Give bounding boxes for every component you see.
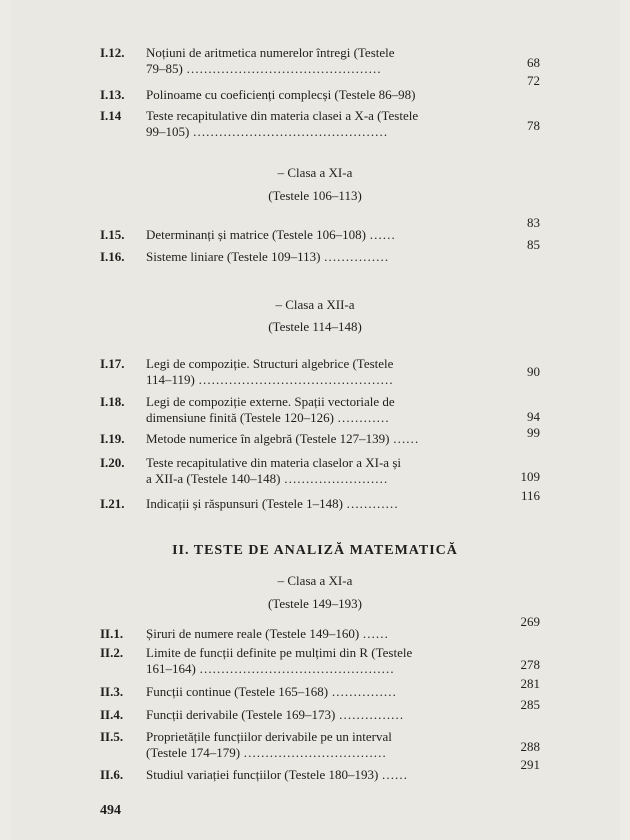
toc-number: I.15. xyxy=(100,227,125,242)
toc-entry xyxy=(100,676,540,702)
toc-page: 288 xyxy=(520,739,540,754)
toc-text-line2: 114–119) ……………………………………… xyxy=(146,372,394,387)
tests-range: (Testele 114–148) xyxy=(268,319,362,334)
toc-page: 109 xyxy=(520,469,540,484)
toc-entry xyxy=(100,394,540,428)
toc-entry xyxy=(100,425,540,449)
toc-text-line1: Legi de compoziție. Structuri algebrice (Testele xyxy=(146,356,394,371)
toc-text-line1: Noțiuni de aritmetica numerelor întregi (Testele xyxy=(146,45,395,60)
toc-text-line1: Limite de funcții definite pe mulțimi din R (Testele xyxy=(146,645,413,660)
toc-text-line1: Sisteme liniare (Testele 109–113) …………… xyxy=(146,249,389,264)
toc-number: I.19. xyxy=(100,431,125,446)
toc-number: II.5. xyxy=(100,729,124,744)
toc-number: I.20. xyxy=(100,455,125,470)
toc-text-line1: Indicații și răspunsuri (Testele 1–148) ………… xyxy=(146,496,399,511)
toc-text-line1: Teste recapitulative din materia claselor a XI-a și xyxy=(146,455,401,470)
toc-entry xyxy=(100,488,540,514)
toc-text-line1: Polinoame cu coeficienți complecși (Testele 86–98) xyxy=(146,87,416,102)
toc-number: I.16. xyxy=(100,249,125,264)
class-heading: – Clasa a XII-a xyxy=(275,297,355,312)
tests-range: (Testele 149–193) xyxy=(267,596,363,611)
toc-page: 99 xyxy=(527,425,540,440)
toc-text-line1: Legi de compoziție externe. Spații vectoriale de xyxy=(146,394,395,409)
tests-range: (Testele 106–113) xyxy=(268,188,362,203)
toc-text-line2: a XII-a (Testele 140–148) …………………… xyxy=(146,471,388,486)
toc-number: II.4. xyxy=(100,707,124,722)
toc-number: II.6. xyxy=(100,767,124,782)
toc-number: I.14 xyxy=(100,108,122,123)
toc-text-line1: Proprietățile funcțiilor derivabile pe un interval xyxy=(146,729,392,744)
toc-entry xyxy=(100,729,540,763)
toc-entry xyxy=(100,73,540,105)
toc-entry xyxy=(100,215,540,245)
toc-entry xyxy=(100,645,540,679)
toc-entry xyxy=(100,757,540,785)
toc-number: I.13. xyxy=(100,87,125,102)
toc-entry xyxy=(100,614,540,644)
toc-page: 116 xyxy=(520,488,540,503)
toc-number: I.17. xyxy=(100,356,125,371)
toc-number: I.12. xyxy=(100,45,125,60)
toc-page: 269 xyxy=(520,614,540,629)
toc-text-line1: Determinanți și matrice (Testele 106–108) …… xyxy=(146,227,396,242)
toc-number: II.2. xyxy=(100,645,124,660)
toc-page: 281 xyxy=(520,676,540,691)
toc-page: 78 xyxy=(527,118,540,133)
toc-page: 285 xyxy=(520,697,540,712)
toc-page: 68 xyxy=(527,55,540,70)
toc-entry xyxy=(100,108,540,142)
toc-entry xyxy=(100,45,540,79)
toc-entry xyxy=(100,356,540,390)
class-heading: – Clasa a XI-a xyxy=(277,573,353,588)
part-heading: II. TESTE DE ANALIZĂ MATEMATICĂ xyxy=(172,543,458,558)
toc-page: 278 xyxy=(520,657,540,672)
toc-text-line2: 79–85) ……………………………………… xyxy=(146,61,382,76)
toc-page: 94 xyxy=(527,409,540,424)
toc-number: II.3. xyxy=(100,684,124,699)
toc-page: 85 xyxy=(527,237,540,252)
toc-text-line1: Funcții derivabile (Testele 169–173) …………… xyxy=(146,707,404,722)
toc-page: 90 xyxy=(527,364,540,379)
toc-text-line1: Șiruri de numere reale (Testele 149–160) …… xyxy=(146,626,389,641)
page-number: 494 xyxy=(100,803,121,818)
toc-text-line1: Funcții continue (Testele 165–168) …………… xyxy=(146,684,397,699)
class-heading: – Clasa a XI-a xyxy=(277,165,353,180)
toc-entry xyxy=(100,455,540,489)
toc-text-line2: dimensiune finită (Testele 120–126) ………… xyxy=(146,410,390,425)
toc-text-line2: (Testele 174–179) …………………………… xyxy=(146,745,387,760)
toc-text-line1: Studiul variației funcțiilor (Testele 180–193) …… xyxy=(146,767,408,782)
toc-number: I.21. xyxy=(100,496,125,511)
toc-page: 291 xyxy=(520,757,540,772)
toc-text-line1: Metode numerice în algebră (Testele 127–139) …… xyxy=(146,431,419,446)
toc-number: II.1. xyxy=(100,626,124,641)
toc-page: 72 xyxy=(527,73,540,88)
toc-page: 83 xyxy=(527,215,540,230)
toc-entry xyxy=(100,237,540,267)
toc-text-line2: 161–164) ……………………………………… xyxy=(146,661,395,676)
toc-number: I.18. xyxy=(100,394,125,409)
toc-entry xyxy=(100,697,540,725)
toc-text-line2: 99–105) ……………………………………… xyxy=(146,124,388,139)
toc-text-line1: Teste recapitulative din materia clasei a X-a (Testele xyxy=(146,108,419,123)
